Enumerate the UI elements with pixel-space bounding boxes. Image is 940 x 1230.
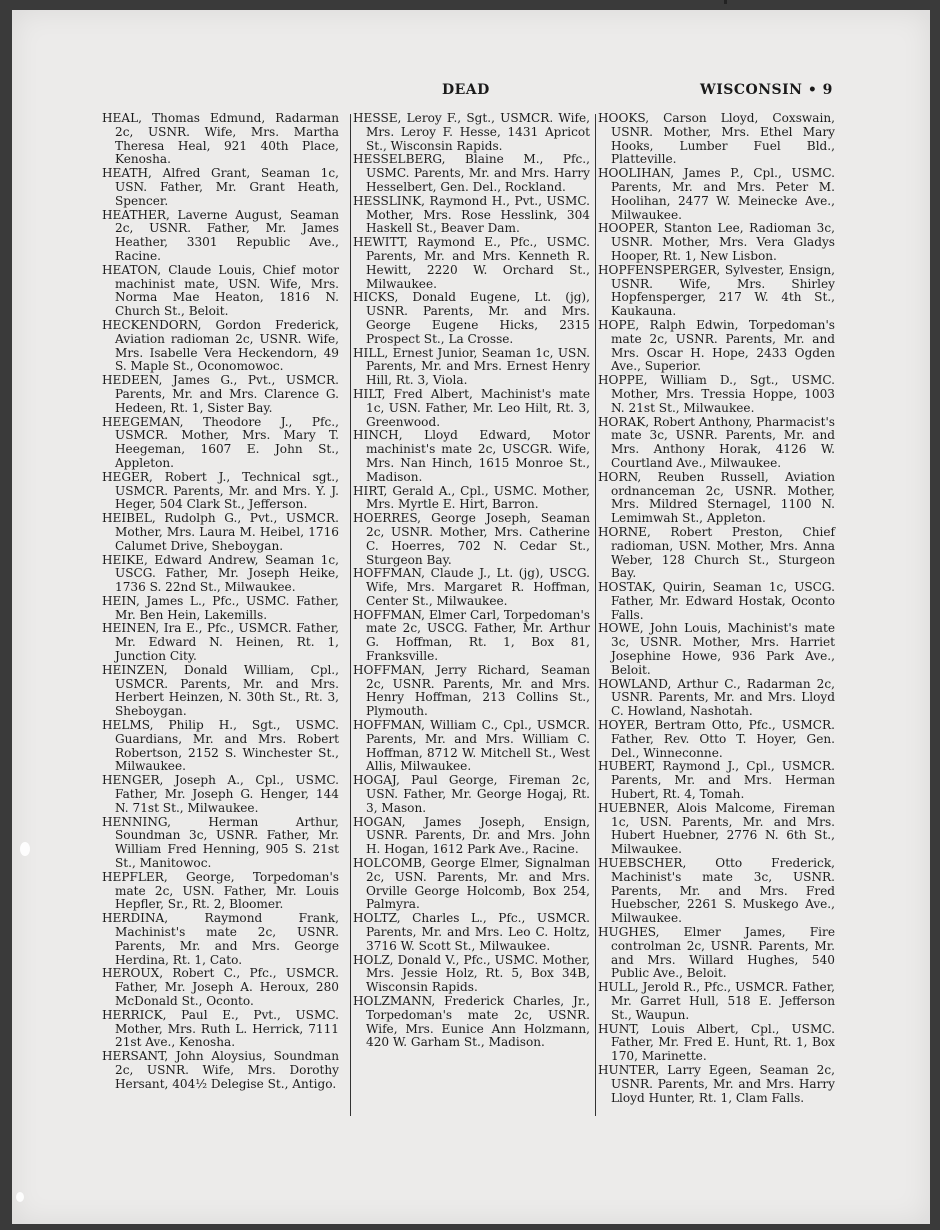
column-2 (353, 112, 590, 1050)
casualty-entry: HOOKS, Carson Lloyd, Coxswain, USNR. Mother, Mrs. Ethel Mary Hooks, Lumber Fuel Bld., Platteville. (598, 111, 835, 167)
casualty-entry: HOLTZ, Charles L., Pfc., USMCR. Parents, Mr. and Mrs. Leo C. Holtz, 3716 W. Scott St., Milwaukee. (353, 911, 590, 953)
casualty-entry: HULL, Jerold R., Pfc., USMCR. Father, Mr. Garret Hull, 518 E. Jefferson St., Waupun. (598, 980, 835, 1022)
casualty-entry: HOLCOMB, George Elmer, Signalman 2c, USN. Parents, Mr. and Mrs. Orville George Holcomb, Box 254, Palmyra. (353, 856, 590, 912)
casualty-entry: HEATHER, Laverne August, Seaman 2c, USNR. Father, Mr. James Heather, 3301 Republic Ave., Racine. (102, 207, 339, 263)
casualty-entry: HOFFMAN, William C., Cpl., USMCR. Parents, Mr. and Mrs. William C. Hoffman, 8712 W. Mitchell St., West Allis, Milwaukee. (353, 718, 590, 774)
document-page (12, 10, 930, 1224)
casualty-entry: HENGER, Joseph A., Cpl., USMC. Father, Mr. Joseph G. Henger, 144 N. 71st St., Milwaukee. (102, 773, 339, 815)
column-3 (598, 112, 835, 1105)
casualty-entry: HOLZ, Donald V., Pfc., USMC. Mother, Mrs. Jessie Holz, Rt. 5, Box 34B, Wisconsin Rapids. (353, 952, 590, 995)
casualty-entry: HEROUX, Robert C., Pfc., USMCR. Father, Mr. Joseph A. Heroux, 280 McDonald St., Oconto. (102, 966, 339, 1008)
casualty-entry: HERRICK, Paul E., Pvt., USMC. Mother, Mrs. Ruth L. Herrick, 7111 21st Ave., Kenosha. (102, 1007, 339, 1050)
casualty-entry: HESSLINK, Raymond H., Pvt., USMC. Mother, Mrs. Rose Hesslink, 304 Haskell St., Beaver Dam. (353, 193, 590, 236)
casualty-entry: HEGER, Robert J., Technical sgt., USMCR. Parents, Mr. and Mrs. Y. J. Heger, 504 Clark St., Jefferson. (102, 469, 339, 512)
casualty-entry: HOFFMAN, Elmer Carl, Torpedoman's mate 2c, USCG. Father, Mr. Arthur G. Hoffman, Rt. 1, Box 81, Franksville. (353, 607, 590, 664)
casualty-entry: HEATH, Alfred Grant, Seaman 1c, USN. Father, Mr. Grant Heath, Spencer. (102, 166, 339, 208)
casualty-entry: HENNING, Herman Arthur, Soundman 3c, USNR. Father, Mr. William Fred Henning, 905 S. 21st St., Manitowoc. (102, 814, 339, 871)
casualty-entry: HELMS, Philip H., Sgt., USMC. Guardians, Mr. and Mrs. Robert Robertson, 2152 S. Winchester St., Milwaukee. (102, 718, 339, 774)
running-head: WISCONSIN • 9 (700, 82, 833, 98)
casualty-entry: HUGHES, Elmer James, Fire controlman 2c, USNR. Parents, Mr. and Mrs. Willard Hughes, 540 Public Ave., Beloit. (598, 925, 835, 981)
casualty-entry: HOLZMANN, Frederick Charles, Jr., Torpedoman's mate 2c, USNR. Wife, Mrs. Eunice Ann Holzmann, 420 W. Garham St., Madison. (353, 994, 590, 1050)
scan-blemish (20, 842, 30, 856)
casualty-entry: HOPFENSPERGER, Sylvester, Ensign, USNR. Wife, Mrs. Shirley Hopfensperger, 217 W. 4th St., Kaukauna. (598, 262, 835, 319)
casualty-entry: HORAK, Robert Anthony, Pharmacist's mate 3c, USNR. Parents, Mr. and Mrs. Anthony Horak, 4126 W. Courtland Ave., Milwaukee. (598, 414, 835, 470)
casualty-entry: HORNE, Robert Preston, Chief radioman, USN. Mother, Mrs. Anna Weber, 128 Church St., Sturgeon Bay. (598, 524, 835, 581)
casualty-entry: HOYER, Bertram Otto, Pfc., USMCR. Father, Rev. Otto T. Hoyer, Gen. Del., Winneconne. (598, 718, 835, 760)
casualty-entry: HUBERT, Raymond J., Cpl., USMCR. Parents, Mr. and Mrs. Herman Hubert, Rt. 4, Tomah. (598, 759, 835, 802)
scan-blemish (16, 1192, 24, 1202)
casualty-entry: HEATON, Claude Louis, Chief motor machinist mate, USN. Wife, Mrs. Norma Mae Heaton, 1816 N. Church St., Beloit. (102, 262, 339, 319)
casualty-entry: HERDINA, Raymond Frank, Machinist's mate 2c, USNR. Parents, Mr. and Mrs. George Herdina, Rt. 1, Cato. (102, 911, 339, 967)
casualty-entry: HIRT, Gerald A., Cpl., USMC. Mother, Mrs. Myrtle E. Hirt, Barron. (353, 483, 590, 512)
casualty-entry: HEIBEL, Rudolph G., Pvt., USMCR. Mother, Mrs. Laura M. Heibel, 1716 Calumet Drive, Sheboygan. (102, 511, 339, 553)
casualty-entry: HEINEN, Ira E., Pfc., USMCR. Father, Mr. Edward N. Heinen, Rt. 1, Junction City. (102, 621, 339, 664)
casualty-entry: HOERRES, George Joseph, Seaman 2c, USNR. Mother, Mrs. Catherine C. Hoerres, 702 N. Cedar St., Sturgeon Bay. (353, 511, 590, 567)
casualty-entry: HOSTAK, Quirin, Seaman 1c, USCG. Father, Mr. Edward Hostak, Oconto Falls. (598, 580, 835, 622)
casualty-entry: HECKENDORN, Gordon Frederick, Aviation radioman 2c, USNR. Wife, Mrs. Isabelle Vera Heckendorn, 49 S. Maple St., Oconomowoc. (102, 317, 339, 374)
casualty-entry: HUEBSCHER, Otto Frederick, Machinist's mate 3c, USNR. Parents, Mr. and Mrs. Fred Huebscher, 2261 S. Muskego Ave., Milwaukee. (598, 856, 835, 926)
casualty-entry: HEPFLER, George, Torpedoman's mate 2c, USN. Father, Mr. Louis Hepfler, Sr., Rt. 2, Bloomer. (102, 869, 339, 912)
column-divider (595, 114, 596, 1116)
page-header (12, 82, 930, 104)
casualty-entry: HOOLIHAN, James P., Cpl., USMC. Parents, Mr. and Mrs. Peter M. Hoolihan, 2477 W. Meinecke Ave., Milwaukee. (598, 166, 835, 222)
casualty-entry: HEIN, James L., Pfc., USMC. Father, Mr. Ben Hein, Lakemills. (102, 593, 339, 622)
casualty-entry: HESSELBERG, Blaine M., Pfc., USMC. Parents, Mr. and Mrs. Harry Hesselbert, Gen. Del., Rockland. (353, 152, 590, 194)
casualty-entry: HORN, Reuben Russell, Aviation ordnanceman 2c, USNR. Mother, Mrs. Mildred Sternagel, 1100 N. Lemimwah St., Appleton. (598, 469, 835, 526)
casualty-entry: HOGAN, James Joseph, Ensign, USNR. Parents, Dr. and Mrs. John H. Hogan, 1612 Park Ave., Racine. (353, 814, 590, 857)
casualty-entry: HUEBNER, Alois Malcome, Fireman 1c, USN. Parents, Mr. and Mrs. Hubert Huebner, 2776 N. 6th St., Milwaukee. (598, 800, 835, 857)
casualty-entry: HINCH, Lloyd Edward, Motor machinist's mate 2c, USCGR. Wife, Mrs. Nan Hinch, 1615 Monroe St., Madison. (353, 428, 590, 484)
casualty-entry: HOPE, Ralph Edwin, Torpedoman's mate 2c, USNR. Parents, Mr. and Mrs. Oscar H. Hope, 2433 Ogden Ave., Superior. (598, 317, 835, 374)
scan-mark (724, 0, 727, 4)
casualty-entry: HERSANT, John Aloysius, Soundman 2c, USNR. Wife, Mrs. Dorothy Hersant, 404½ Delegise St., Antigo. (102, 1049, 339, 1091)
casualty-entry: HEDEEN, James G., Pvt., USMCR. Parents, Mr. and Mrs. Clarence G. Hedeen, Rt. 1, Sister Bay. (102, 373, 339, 415)
casualty-entry: HILT, Fred Albert, Machinist's mate 1c, USN. Father, Mr. Leo Hilt, Rt. 3, Greenwood. (353, 386, 590, 429)
column-divider (350, 114, 351, 1116)
casualty-entry: HUNT, Louis Albert, Cpl., USMC. Father, Mr. Fred E. Hunt, Rt. 1, Box 170, Marinette. (598, 1021, 835, 1064)
casualty-entry: HOFFMAN, Jerry Richard, Seaman 2c, USNR. Parents, Mr. and Mrs. Henry Hoffman, 213 Collins St., Plymouth. (353, 662, 590, 719)
casualty-entry: HEEGEMAN, Theodore J., Pfc., USMCR. Mother, Mrs. Mary T. Heegeman, 1607 E. John St., Appleton. (102, 414, 339, 470)
casualty-entry: HICKS, Donald Eugene, Lt. (jg), USNR. Parents, Mr. and Mrs. George Eugene Hicks, 2315 Prospect St., La Crosse. (353, 290, 590, 346)
casualty-entry: HEINZEN, Donald William, Cpl., USMCR. Parents, Mr. and Mrs. Herbert Heinzen, N. 30th St., Rt. 3, Sheboygan. (102, 662, 339, 719)
casualty-entry: HESSE, Leroy F., Sgt., USMCR. Wife, Mrs. Leroy F. Hesse, 1431 Apricot St., Wisconsin Rapids. (353, 111, 590, 153)
casualty-entry: HOGAJ, Paul George, Fireman 2c, USN. Father, Mr. George Hogaj, Rt. 3, Mason. (353, 773, 590, 815)
casualty-entry: HUNTER, Larry Egeen, Seaman 2c, USNR. Parents, Mr. and Mrs. Harry Lloyd Hunter, Rt. 1, Clam Falls. (598, 1062, 835, 1105)
casualty-entry: HOWE, John Louis, Machinist's mate 3c, USNR. Mother, Mrs. Harriet Josephine Howe, 936 Park Ave., Beloit. (598, 621, 835, 677)
casualty-entry: HOPPE, William D., Sgt., USMC. Mother, Mrs. Tressia Hoppe, 1003 N. 21st St., Milwaukee. (598, 373, 835, 415)
section-title: DEAD (442, 82, 490, 98)
casualty-entry: HOOPER, Stanton Lee, Radioman 3c, USNR. Mother, Mrs. Vera Gladys Hooper, Rt. 1, New Lisbon. (598, 221, 835, 263)
column-1 (102, 112, 339, 1092)
casualty-entry: HEIKE, Edward Andrew, Seaman 1c, USCG. Father, Mr. Joseph Heike, 1736 S. 22nd St., Milwaukee. (102, 552, 339, 595)
casualty-entry: HOFFMAN, Claude J., Lt. (jg), USCG. Wife, Mrs. Margaret R. Hoffman, Center St., Milwaukee. (353, 566, 590, 608)
casualty-entry: HILL, Ernest Junior, Seaman 1c, USN. Parents, Mr. and Mrs. Ernest Henry Hill, Rt. 3, Viola. (353, 345, 590, 388)
casualty-entry: HOWLAND, Arthur C., Radarman 2c, USNR. Parents, Mr. and Mrs. Lloyd C. Howland, Nashotah. (598, 676, 835, 719)
casualty-entry: HEWITT, Raymond E., Pfc., USMC. Parents, Mr. and Mrs. Kenneth R. Hewitt, 2220 W. Orchard St., Milwaukee. (353, 235, 590, 291)
casualty-entry: HEAL, Thomas Edmund, Radarman 2c, USNR. Wife, Mrs. Martha Theresa Heal, 921 40th Place, Kenosha. (102, 111, 339, 167)
